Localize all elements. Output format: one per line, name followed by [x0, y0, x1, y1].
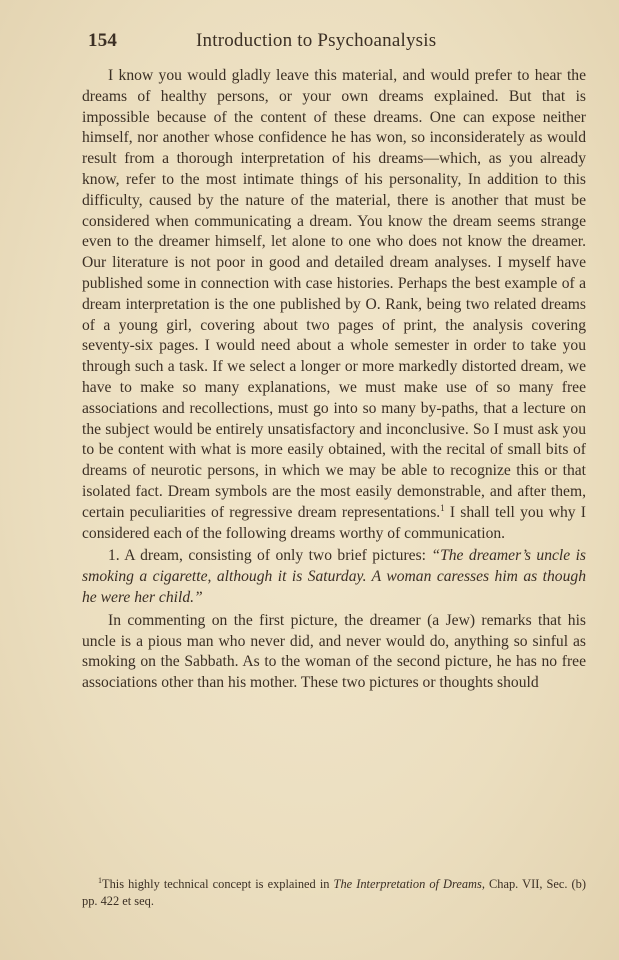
paragraph [82, 66, 586, 544]
body-text [82, 66, 586, 694]
paragraph [82, 611, 586, 694]
footnote-text: This highly technical concept is explained in [102, 877, 334, 891]
footnote [82, 876, 586, 909]
running-title: Introduction to Psychoanalysis [196, 30, 437, 51]
footnote-text: Chap. VII, Sec. (b) pp. 422 et seq. [82, 877, 587, 908]
paragraph-text: I shall tell you why I considered each of the following dreams worthy of communication. [82, 503, 586, 542]
dream-paragraph [82, 546, 586, 608]
running-head [88, 30, 585, 58]
paragraph-text: I know you would gladly leave this material, and would prefer to hear the dreams of healthy persons, or your own dreams explained. But that is impossible because of the content of these dreams. One can expose neither himself, nor another whose confidence he has won, so inconsiderately as would result from a thorough interpretation of his dreams—which, as you already know, refer to the most intimate things of his personality, In addition to this difficulty, caused by the nature of the material, there is another that must be considered when communicating a dream. You know the dream seems strange even to the dreamer himself, let alone to one who does not know the dreamer. Our literature is not poor in good and detailed dream analyses. I myself have published some in connection with case histories. Perhaps the best example of a dream interpretation is the one published by O. Rank, being two related dreams of a young girl, covering about two pages of print, the analysis covering seventy-six pages. I would need about a whole semester in order to take you through such a task. If we select a longer or more markedly distorted dream, we have to make so many explanations, we must make use of so many free associations and recollections, must go into so many by-paths, that a lecture on the subject would be entirely unsatisfactory and inconclusive. So I must ask you to be content with what is more easily obtained, with the recital of small bits of dreams of neurotic persons, in which we may be able to recognize this or that isolated fact. Dream symbols are the most easily demonstrable, and after them, certain peculiarities of regressive dream representations. [82, 67, 586, 521]
footnote-number: 1 [98, 875, 102, 885]
page-number: 154 [88, 30, 118, 51]
dream-quote: “The dreamer’s uncle is smoking a cigarette, although it is Saturday. A woman caresses him as though he were her child.” [82, 547, 586, 606]
footnote-reference: 1 [440, 502, 445, 513]
paragraph-text: In commenting on the first picture, the dreamer (a Jew) remarks that his uncle is a pious man who never did, and never would do, anything so sinful as smoking on the Sabbath. As to the woman of the second picture, he has no free associations other than his mother. These two pictures or thoughts should [82, 611, 586, 692]
footnote-cited-title: The Interpretation of Dreams, [333, 877, 485, 891]
dream-lead: 1. A dream, consisting of only two brief pictures: [108, 547, 432, 565]
